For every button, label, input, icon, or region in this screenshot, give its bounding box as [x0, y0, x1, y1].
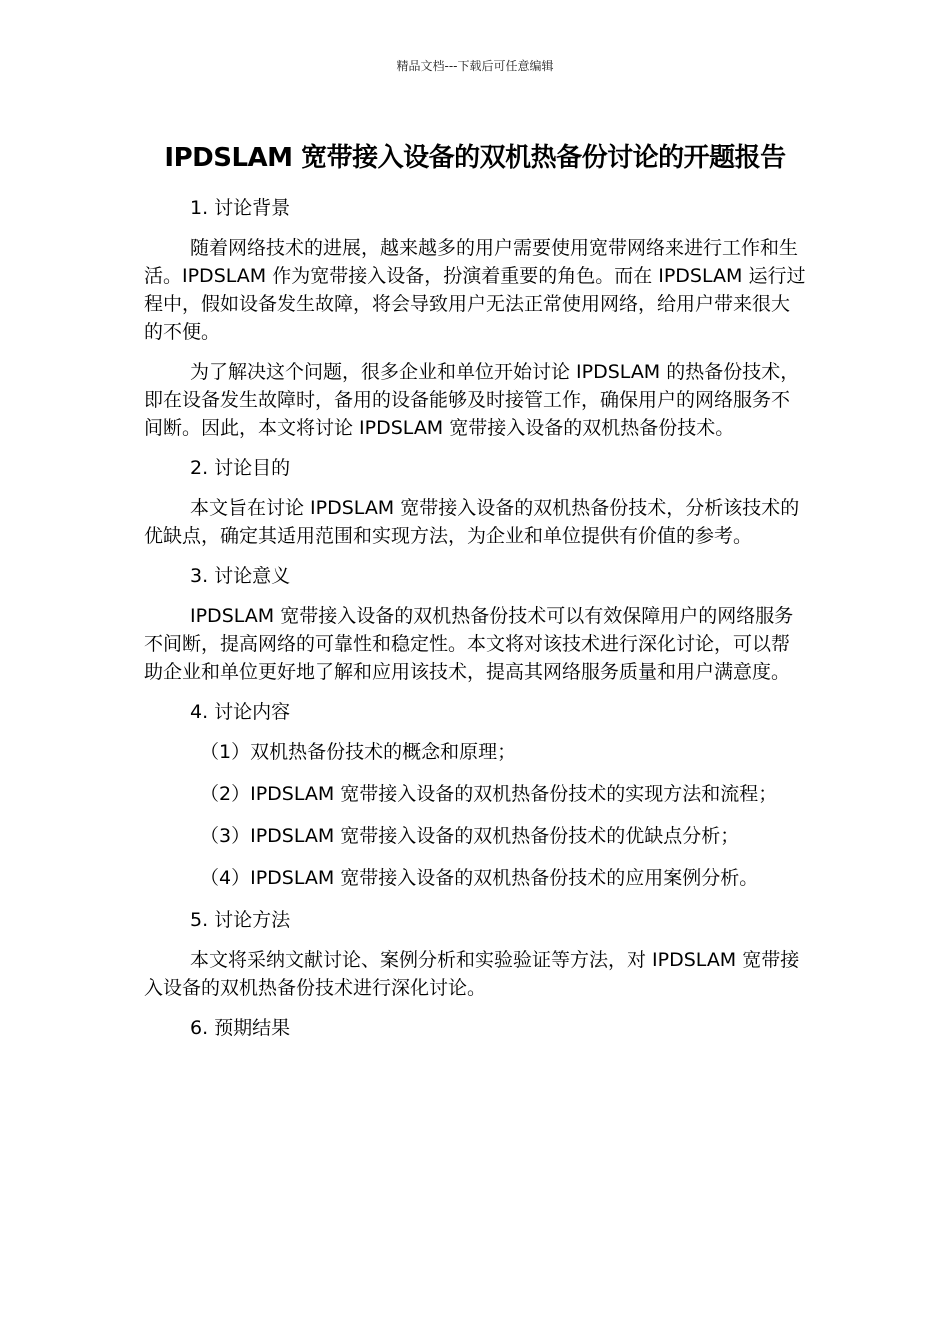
page-header: 精品文档---下载后可任意编辑: [396, 59, 554, 73]
paragraph: IPDSLAM 宽带接入设备的双机热备份技术可以有效保障用户的网络服务不间断，提高网络的可靠性和稳定性。本文将对该技术进行深化讨论，可以帮助企业和单位更好地了解和应用该技术，提高其网络服务质量和用户满意度。: [144, 605, 794, 683]
paragraph: 本文将采纳文献讨论、案例分析和实验验证等方法，对 IPDSLAM 宽带接入设备的双机热备份技术进行深化讨论。: [144, 949, 800, 999]
section-heading-background: 1. 讨论背景: [190, 197, 291, 219]
section-heading-significance: 3. 讨论意义: [190, 565, 291, 587]
section-heading-method: 5. 讨论方法: [190, 909, 291, 931]
paragraph: 为了解决这个问题，很多企业和单位开始讨论 IPDSLAM 的热备份技术，即在设备发生故障时，备用的设备能够及时接管工作，确保用户的网络服务不间断。因此，本文将讨论 IPDSLAM 宽带接入设备的双机热备份技术。: [144, 361, 800, 439]
paragraph: 随着网络技术的进展，越来越多的用户需要使用宽带网络来进行工作和生活。IPDSLAM 作为宽带接入设备，扮演着重要的角色。而在 IPDSLAM 运行过程中，假如设备发生故障，将会导致用户无法正常使用网络，给用户带来很大的不便。: [144, 237, 806, 343]
section-heading-content: 4. 讨论内容: [190, 701, 291, 723]
section-heading-expected-results: 6. 预期结果: [190, 1017, 291, 1039]
document-body: [144, 130, 806, 1054]
list-item: （4）IPDSLAM 宽带接入设备的双机热备份技术的应用案例分析。: [200, 867, 759, 889]
list-item: （3）IPDSLAM 宽带接入设备的双机热备份技术的优缺点分析；: [200, 825, 740, 847]
paragraph: 本文旨在讨论 IPDSLAM 宽带接入设备的双机热备份技术，分析该技术的优缺点，确定其适用范围和实现方法，为企业和单位提供有价值的参考。: [144, 497, 800, 547]
list-item: （2）IPDSLAM 宽带接入设备的双机热备份技术的实现方法和流程；: [200, 783, 778, 805]
list-item: （1）双机热备份技术的概念和原理；: [200, 741, 517, 763]
document-title: IPDSLAM 宽带接入设备的双机热备份讨论的开题报告: [164, 143, 786, 173]
section-heading-purpose: 2. 讨论目的: [190, 457, 291, 479]
